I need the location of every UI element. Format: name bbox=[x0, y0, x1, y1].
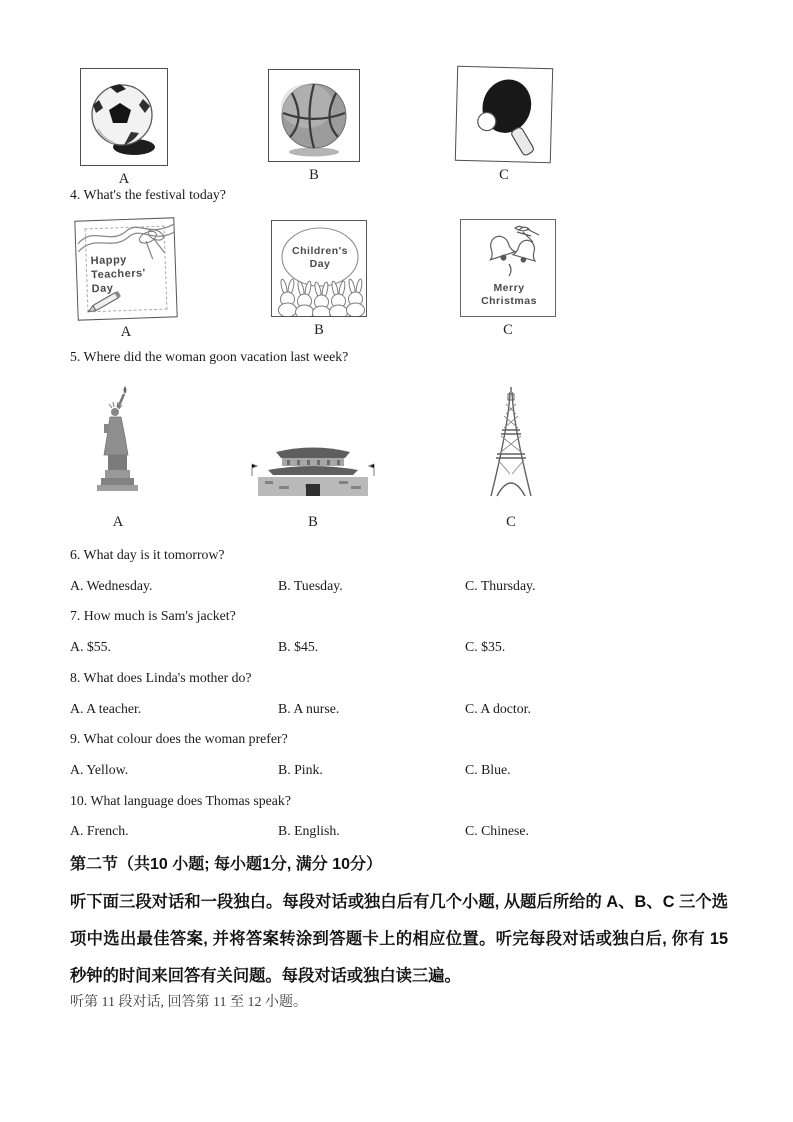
teachers-day-card bbox=[74, 217, 177, 320]
q4-cards-row bbox=[70, 216, 730, 344]
question-4-text: 4. What's the festival today? bbox=[70, 187, 226, 202]
eiffel-tower-image bbox=[488, 386, 534, 500]
dialog-11-note: 听第 11 段对话, 回答第 11 至 12 小题。 bbox=[70, 995, 307, 1010]
soccer-ball-icon bbox=[84, 75, 164, 159]
option-letter: A bbox=[112, 514, 124, 530]
option-a: A. $55. bbox=[70, 639, 112, 655]
q4-option-b bbox=[271, 220, 367, 339]
option-b: B. Pink. bbox=[278, 761, 323, 777]
table-tennis-paddle-icon bbox=[460, 70, 548, 158]
card-a-text: Happy Teachers' Day bbox=[90, 253, 146, 295]
options-row bbox=[70, 571, 730, 602]
q3-option-a bbox=[80, 68, 168, 188]
option-a: A. Yellow. bbox=[70, 761, 129, 777]
statue-of-liberty-icon bbox=[95, 384, 141, 496]
question-text: 8. What does Linda's mother do? bbox=[70, 669, 252, 685]
card-b-text: Children's Day bbox=[292, 245, 348, 271]
question-text: 6. What day is it tomorrow? bbox=[70, 547, 225, 562]
question-5-text: 5. Where did the woman goon vacation last week? bbox=[70, 349, 349, 364]
option-c: C. Blue. bbox=[465, 761, 511, 777]
option-c: C. A doctor. bbox=[465, 700, 531, 716]
pencil-icon bbox=[86, 286, 133, 318]
q4-option-c bbox=[460, 219, 556, 339]
section-2-instructions: 听下面三段对话和一段独白。每段对话或独白后有几个小题, 从题后所给的 A、B、C 三个选项中选出最佳答案, 并将答案转涂到答题卡上的相应位置。听完每段对话或独白后, 你有 15 秒钟的时间来回答有关问题。每段对话或独白读三遍。 bbox=[70, 893, 728, 986]
christmas-card bbox=[460, 219, 556, 317]
option-letter: A bbox=[118, 171, 130, 187]
option-letter: A bbox=[120, 324, 132, 340]
card-c-text: Merry Christmas bbox=[481, 282, 537, 308]
childrens-day-card bbox=[271, 220, 367, 317]
option-c: C. $35. bbox=[465, 639, 506, 655]
q3-images-row bbox=[70, 66, 730, 188]
option-a: A. A teacher. bbox=[70, 700, 142, 716]
option-b: B. Tuesday. bbox=[278, 577, 343, 593]
option-b: B. English. bbox=[278, 823, 340, 839]
question-text: 9. What colour does the woman prefer? bbox=[70, 731, 288, 747]
option-letter: C bbox=[503, 322, 513, 338]
q4-option-a bbox=[76, 219, 176, 341]
q3-option-c bbox=[456, 67, 552, 184]
option-a: A. Wednesday. bbox=[70, 577, 153, 593]
eiffel-tower-icon bbox=[488, 386, 534, 500]
tiananmen-icon bbox=[245, 442, 381, 500]
christmas-bells-icon bbox=[479, 224, 545, 278]
option-b: B. A nurse. bbox=[278, 700, 340, 716]
option-c: C. Thursday. bbox=[465, 577, 536, 593]
soccer-ball-image bbox=[80, 68, 168, 166]
tiananmen-image bbox=[245, 442, 381, 500]
option-letter: B bbox=[314, 322, 324, 338]
questions-6-10 bbox=[70, 540, 730, 847]
option-letter: C bbox=[506, 514, 516, 530]
question-text: 10. What language does Thomas speak? bbox=[70, 792, 291, 808]
q5-images-row bbox=[70, 380, 730, 535]
options-row bbox=[70, 694, 730, 725]
table-tennis-paddle-image bbox=[455, 66, 553, 163]
options-row bbox=[70, 816, 730, 847]
statue-of-liberty-image bbox=[95, 384, 141, 496]
options-row bbox=[70, 755, 730, 786]
q3-option-b bbox=[268, 69, 360, 184]
option-c: C. Chinese. bbox=[465, 823, 529, 839]
basketball-image bbox=[268, 69, 360, 162]
option-a: A. French. bbox=[70, 823, 129, 839]
option-letter: B bbox=[308, 514, 318, 530]
option-letter: C bbox=[499, 167, 509, 183]
option-letter: B bbox=[309, 167, 319, 183]
option-b: B. $45. bbox=[278, 639, 319, 655]
basketball-icon bbox=[272, 73, 356, 159]
options-row bbox=[70, 632, 730, 663]
section-2-header: 第二节（共10 小题; 每小题1分, 满分 10分） bbox=[70, 856, 383, 873]
question-text: 7. How much is Sam's jacket? bbox=[70, 608, 236, 624]
